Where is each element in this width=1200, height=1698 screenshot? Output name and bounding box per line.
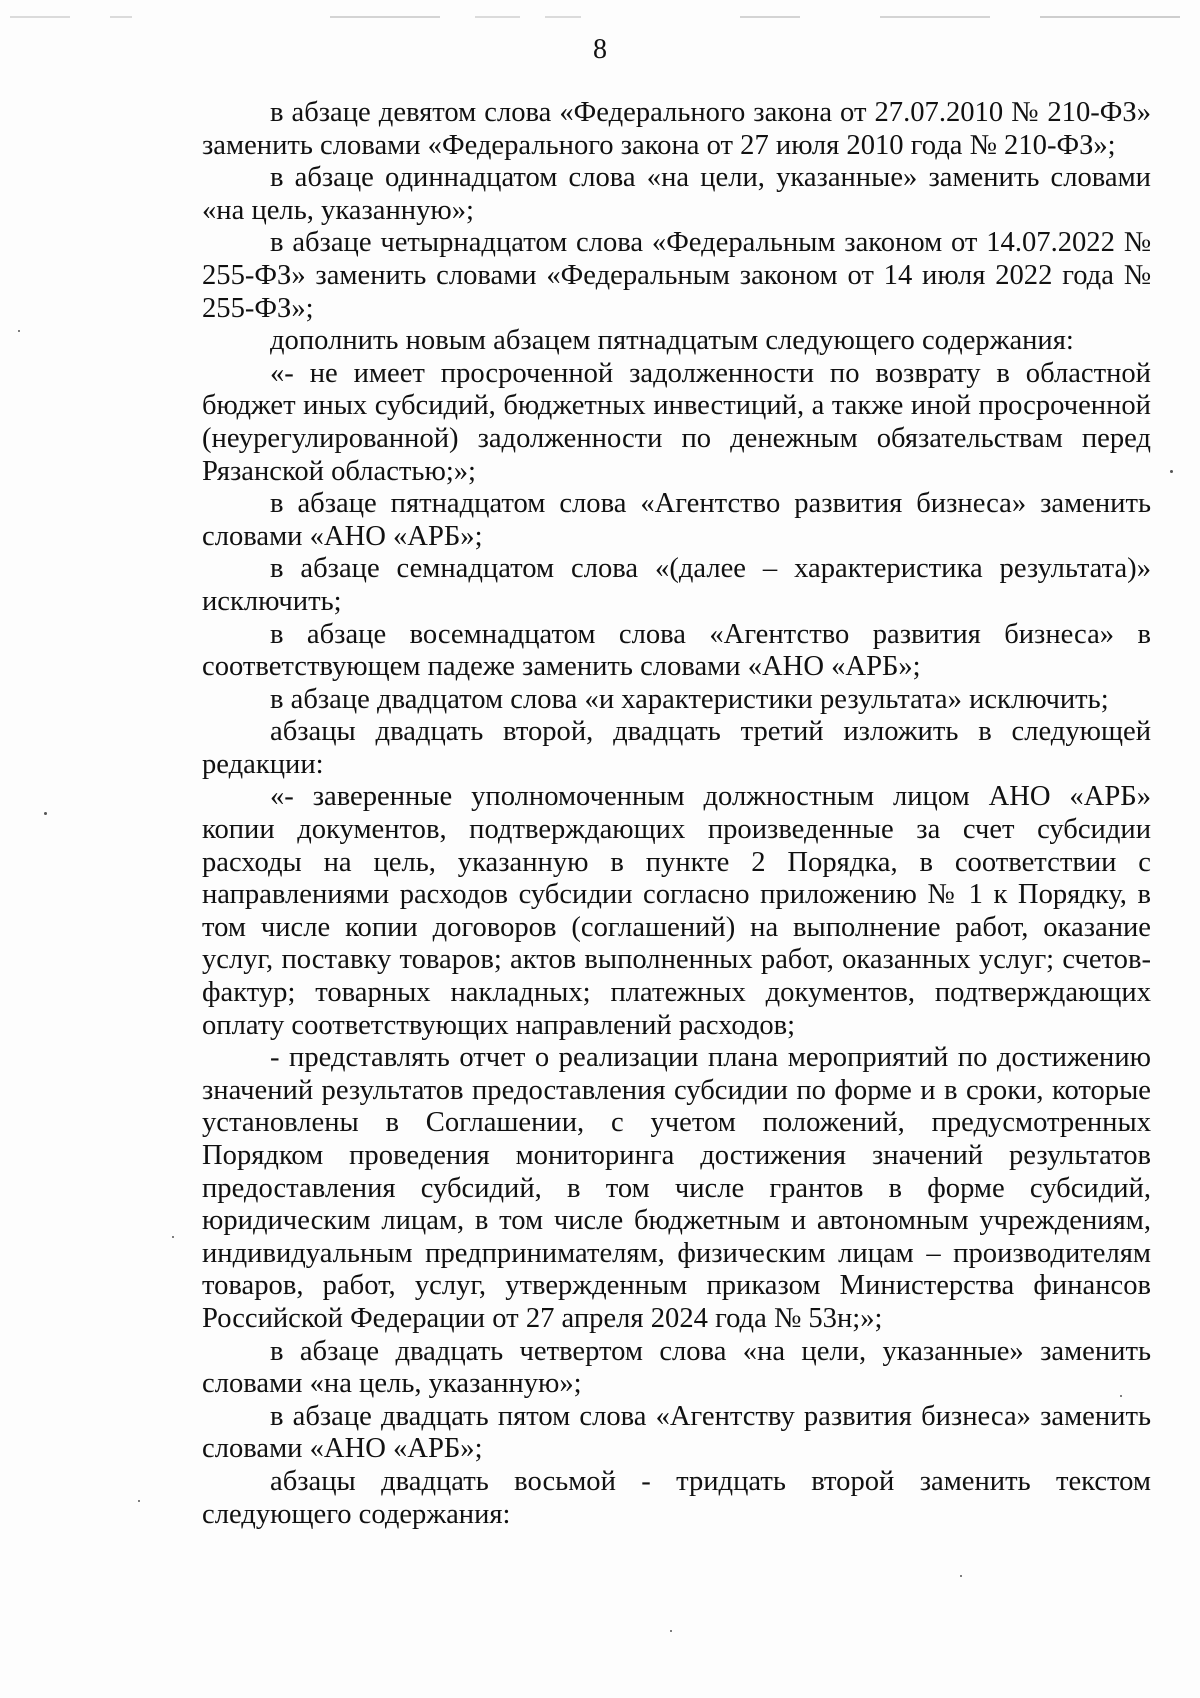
paragraph: в абзаце восемнадцатом слова «Агентство развития бизнеса» в соответствующем падеже заменить словами «АНО «АРБ»; [202,618,1151,683]
scan-edge-mark [475,16,520,18]
paragraph: в абзаце четырнадцатом слова «Федеральным законом от 14.07.2022 № 255-ФЗ» заменить словами «Федеральным законом от 14 июля 2022 года № 255-ФЗ»; [202,227,1151,324]
scan-edge-mark [330,16,440,18]
paragraph: в абзаце двадцать пятом слова «Агентству развития бизнеса» заменить словами «АНО «АРБ»; [202,1400,1151,1465]
scan-speck [1120,1395,1122,1397]
paragraph: абзацы двадцать восьмой - тридцать второй заменить текстом следующего содержания: [202,1465,1151,1530]
scan-edge-mark [880,16,990,18]
scan-speck [18,330,20,332]
paragraph: в абзаце двадцатом слова «и характеристики результата» исключить; [270,683,1109,715]
scan-edge-mark [740,16,800,18]
paragraph: в абзаце девятом слова «Федерального закона от 27.07.2010 № 210-ФЗ» заменить словами «Федерального закона от 27 июля 2010 года № 210-ФЗ»; [202,97,1151,161]
paragraph: в абзаце одиннадцатом слова «на цели, указанные» заменить словами «на цель, указанную»; [202,162,1151,226]
paragraph: в абзаце двадцать четвертом слова «на цели, указанные» заменить словами «на цель, указанную»; [202,1335,1151,1400]
paragraph: абзацы двадцать второй, двадцать третий изложить в следующей редакции: [202,716,1151,780]
scan-edge-mark [545,16,581,18]
paragraph: - представлять отчет о реализации плана мероприятий по достижению значений результатов предоставления субсидии по форме и в сроки, которые установлены в Соглашении, с учетом положений, предусмотренных Порядком проведения мониторинга достижения значений результатов предоставления субсидий, в том числе грантов в форме субсидий, юридическим лицам, в том числе бюджетным и автономным учреждениям, индивидуальным предпринимателям, физическим лицам – производителям товаров, работ, услуг, утвержденным приказом Министерства финансов Российской Федерации от 27 апреля 2024 года № 53н;»; [202,1042,1151,1334]
scan-speck [138,1500,140,1502]
paragraph: дополнить новым абзацем пятнадцатым следующего содержания: [270,325,1074,357]
scan-speck [1170,470,1173,473]
scan-speck [172,1236,174,1238]
scan-edge-mark [1040,16,1180,18]
scan-speck [44,812,47,815]
scan-speck [960,1575,962,1577]
document-body [202,97,1151,1531]
page-number: 8 [593,34,607,65]
paragraph: в абзаце пятнадцатом слова «Агентство развития бизнеса» заменить словами «АНО «АРБ»; [202,488,1151,552]
paragraph: «- не имеет просроченной задолженности по возврату в областной бюджет иных субсидий, бюджетных инвестиций, а также иной просроченной (неурегулированной) задолженности по денежным обязательствам перед Рязанской областью;»; [202,357,1151,487]
scan-edge-mark [110,16,132,18]
paragraph: «- заверенные уполномоченным должностным лицом АНО «АРБ» копии документов, подтверждающих произведенные за счет субсидии расходы на цель, указанную в пункте 2 Порядка, в соответствии с направлениями расходов субсидии согласно приложению № 1 к Порядку, в том числе копии договоров (соглашений) на выполнение работ, оказание услуг, поставку товаров; актов выполненных работ, оказанных услуг; счетов-фактур; товарных накладных; платежных документов, подтверждающих оплату соответствующих направлений расходов; [202,781,1151,1041]
scan-speck [670,1630,672,1632]
paragraph: в абзаце семнадцатом слова «(далее – характеристика результата)» исключить; [202,553,1151,617]
scan-edge-mark [10,16,70,18]
